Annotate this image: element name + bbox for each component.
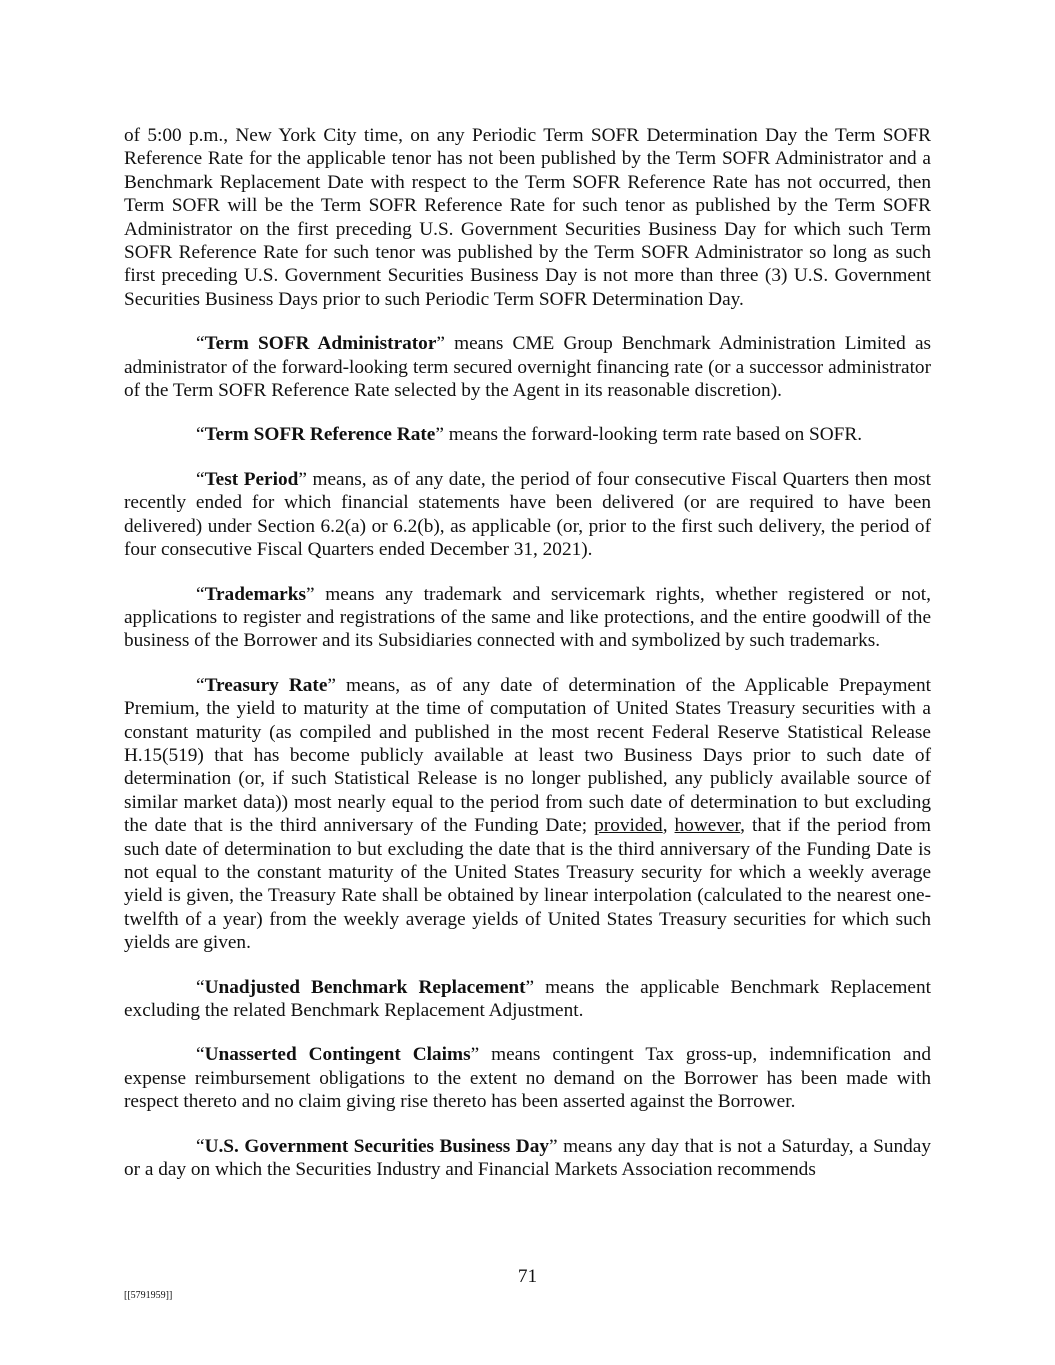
definition-unadjusted-benchmark-replacement: “Unadjusted Benchmark Replacement” means the applicable Benchmark Replacement excluding the related Benchmark Replacement Adjustment.	[124, 976, 931, 1021]
paragraph-text: of 5:00 p.m., New York City time, on any Periodic Term SOFR Determination Day the Term SOFR Reference Rate for the applicable tenor has not been published by the Term SOFR Administrator and a Benchmark Replacement Date with respect to the Term SOFR Reference Rate has not occurred, then Term SOFR will be the Term SOFR Reference Rate for such tenor as published by the Term SOFR Administrator on the first preceding U.S. Government Securities Business Day for which such Term SOFR Reference Rate for such tenor was published by the Term SOFR Administrator so long as such first preceding U.S. Government Securities Business Day is not more than three (3) U.S. Government Securities Business Days prior to such Periodic Term SOFR Determination Day.	[124, 125, 931, 310]
defined-term: Test Period	[204, 468, 299, 490]
definition-test-period: “Test Period” means, as of any date, the period of four consecutive Fiscal Quarters then most recently ended for which financial statements have been delivered (or are required to have been delivered) under Section 6.2(a) or 6.2(b), as applicable (or, prior to the first such delivery, the period of four consecutive Fiscal Quarters ended December 31, 2021).	[124, 468, 931, 561]
definition-text: means, as of any date, the period of four consecutive Fiscal Quarters then most recently ended for which financial statements have been delivered (or are required to have been delivered) under Section 6.2(a) or 6.2(b), as applicable (or, prior to the first such delivery, the period of four consecutive Fiscal Quarters ended December 31, 2021).	[124, 468, 931, 561]
defined-term: Trademarks	[204, 583, 306, 605]
defined-term: Term SOFR Administrator	[204, 333, 437, 355]
page-number: 71	[517, 1266, 538, 1287]
definition-text: means any day that is not a Saturday, a Sunday or a day on which the Securities Industry and Financial Markets Association recommends	[124, 1135, 931, 1181]
defined-term: U.S. Government Securities Business Day	[204, 1135, 549, 1157]
document-body	[124, 124, 931, 1202]
definition-trademarks: “Trademarks” means any trademark and servicemark rights, whether registered or not, applications to register and registrations of the same and like protections, and the entire goodwill of the business of the Borrower and its Subsidiaries connected with and symbolized by such trademarks.	[124, 583, 931, 652]
continuation-paragraph	[124, 124, 931, 311]
defined-term: Unadjusted Benchmark Replacement	[204, 976, 526, 998]
proviso-however: however	[674, 815, 741, 837]
definition-text: means the applicable Benchmark Replacement excluding the related Benchmark Replacement Adjustment.	[124, 976, 931, 1021]
definition-treasury-rate: “Treasury Rate” means, as of any date of determination of the Applicable Prepayment Premium, the yield to maturity at the time of computation of United States Treasury securities with a constant maturity (as compiled and published in the most recent Federal Reserve Statistical Release H.15(519) that has become publicly available at least two Business Days prior to such date of determination (or, if such Statistical Release is no longer published, any publicly available source of similar market data)) most nearly equal to the period from such date of determination to but excluding the date that is the third anniversary of the Funding Date; provided, however, that if the period from such date of determination to but excluding the date that is the third anniversary of the Funding Date is not equal to the constant maturity of the United States Treasury security for which a weekly average yield is given, the Treasury Rate shall be obtained by linear interpolation (calculated to the nearest one-twelfth of a year) from the weekly average yields of United States Treasury securities for which such yields are given.	[124, 674, 932, 954]
proviso-provided: provided	[594, 815, 663, 837]
definition-text: means CME Group Benchmark Administration Limited as administrator of the forward-looking term secured overnight financing rate (or a successor administrator of the Term SOFR Reference Rate selected by the Agent in its reasonable discretion).	[124, 333, 932, 402]
proviso-separator: ,	[662, 815, 675, 837]
definition-text: means any trademark and servicemark rights, whether registered or not, applications to register and registrations of the same and like protections, and the entire goodwill of the business of the Borrower and its Subsidiaries connected with and symbolized by such trademarks.	[124, 583, 931, 652]
definition-term-sofr-reference-rate: “Term SOFR Reference Rate” means the forward-looking term rate based on SOFR.	[196, 424, 863, 446]
defined-term: Treasury Rate	[204, 674, 328, 696]
definition-text: means the forward-looking term rate based on SOFR.	[443, 424, 863, 446]
definition-text: means contingent Tax gross-up, indemnification and expense reimbursement obligations to the extent no demand on the Borrower has been made with respect thereto and no claim giving rise thereto has been asserted against the Borrower.	[124, 1044, 931, 1113]
defined-term: Unasserted Contingent Claims	[204, 1044, 471, 1066]
definition-text-continued: , that if the period from such date of determination to but excluding the date that is the third anniversary of the Funding Date is not equal to the constant maturity of the United States Treasury security for which a weekly average yield is given, the Treasury Rate shall be obtained by linear interpolation (calculated to the nearest one-twelfth of a year) from the weekly average yields of United States Treasury securities for which such yields are given.	[124, 815, 932, 954]
definition-unasserted-contingent-claims: “Unasserted Contingent Claims” means contingent Tax gross-up, indemnification and expense reimbursement obligations to the extent no demand on the Borrower has been made with respect thereto and no claim giving rise thereto has been asserted against the Borrower.	[124, 1044, 931, 1113]
defined-term: Term SOFR Reference Rate	[204, 424, 436, 446]
document-id: [[5791959]]	[124, 1290, 173, 1301]
definition-text: means, as of any date of determination of the Applicable Prepayment Premium, the yield to maturity at the time of computation of United States Treasury securities with a constant maturity (as compiled and published in the most recent Federal Reserve Statistical Release H.15(519) that has become publicly available at least two Business Days prior to such date of determination (or, if such Statistical Release is no longer published, any publicly available source of similar market data)) most nearly equal to the period from such date of determination to but excluding the date that is the third anniversary of the Funding Date;	[124, 674, 931, 837]
definition-term-sofr-administrator: “Term SOFR Administrator” means CME Group Benchmark Administration Limited as administrator of the forward-looking term secured overnight financing rate (or a successor administrator of the Term SOFR Reference Rate selected by the Agent in its reasonable discretion).	[124, 333, 932, 402]
definition-us-government-securities-business-day: “U.S. Government Securities Business Day” means any day that is not a Saturday, a Sunday or a day on which the Securities Industry and Financial Markets Association recommends	[124, 1135, 931, 1181]
